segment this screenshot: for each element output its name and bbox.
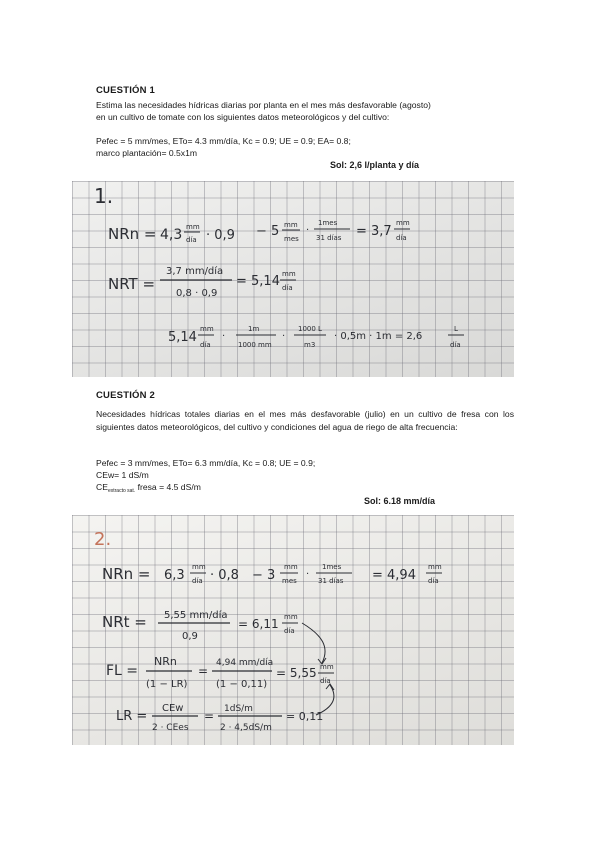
q1-hw-conv-v-top: mm — [200, 325, 214, 333]
q2-hw-lr-eq: = — [204, 709, 215, 723]
q2-hw-fl-den: (1 − LR) — [146, 679, 188, 690]
q1-hw-nrn-r-bot: día — [396, 234, 407, 242]
q1-hw-conv-f1-bot: 1000 mm — [238, 341, 272, 349]
q2-hw-nrn-r-top: mm — [428, 563, 442, 571]
q2-hw-lr-result: = 0,11 — [286, 710, 324, 723]
q2-data-line-3 — [96, 482, 201, 495]
q1-hw-conv-tail: · 0,5m · 1m = 2,6 — [334, 331, 423, 342]
q2-hw-lr-den2: 2 · 4,5dS/m — [220, 723, 272, 733]
q1-hw-nrt-num: 3,7 mm/día — [166, 266, 224, 277]
q1-hw-conv-dot1: · — [222, 331, 226, 342]
q2-data-line-2: CEw= 1 dS/m — [96, 470, 149, 480]
q1-hw-nrn-t1-top: mm — [186, 223, 200, 231]
q2-title: CUESTIÓN 2 — [96, 390, 156, 401]
q2-hw-fl-den2: (1 − 0,11) — [216, 679, 268, 690]
q1-hw-nrn-result: = 3,7 — [356, 224, 392, 239]
q1-hw-nrt-den: 0,8 · 0,9 — [176, 288, 218, 299]
q2-handwriting — [72, 515, 514, 745]
q2-hw-nrt-r-top: mm — [284, 613, 298, 621]
q2-hw-nrt-den: 0,9 — [182, 631, 198, 642]
q2-solution: Sol: 6.18 mm/día — [364, 496, 436, 506]
q1-hw-nrn-mult: · 0,9 — [206, 228, 235, 243]
q2-hw-fl-r-bot: día — [320, 677, 331, 685]
q1-data-line-2: marco plantación= 0.5x1m — [96, 148, 198, 158]
q2-hw-nrn-mult: · 0,8 — [210, 568, 239, 583]
q2-hw-lr-num: CEw — [162, 703, 184, 714]
q1-hw-nrt-result: = 5,14 — [236, 274, 280, 289]
q1-hw-nrn-t1-bot: día — [186, 236, 197, 244]
q1-handwriting — [72, 181, 514, 377]
q2-hw-nrn-lhs: NRn = — [102, 565, 151, 583]
q1-hw-conv-f2-top: 1000 L — [298, 325, 322, 333]
q2-hw-arrow-1 — [302, 623, 325, 663]
q2-hw-fl-num2: 4,94 mm/día — [216, 658, 274, 668]
q2-hw-lr-num2: 1dS/m — [224, 704, 253, 714]
q2-hw-nrn-f3-bot: 31 días — [318, 577, 344, 585]
q1-hw-nrn-r-top: mm — [396, 219, 410, 227]
q1-hw-conv-v-bot: día — [200, 341, 211, 349]
q1-hw-conv-dot2: · — [282, 331, 286, 342]
q2-hw-nrn-t1-bot: día — [192, 577, 203, 585]
q2-hw-nrn-r-bot: día — [428, 577, 439, 585]
q2-data-line-1: Pefec = 3 mm/mes, ETo= 6.3 mm/día, Kc = 0.8; UE = 0.9; — [96, 458, 316, 468]
q1-hw-nrt-r-top: mm — [282, 270, 296, 278]
q2-ce-rest: fresa = 4.5 dS/m — [135, 482, 201, 492]
q1-hw-number: 1. — [94, 184, 114, 208]
q2-ce-prefix: CE — [96, 482, 108, 492]
q2-hw-nrn-f2-bot: mes — [282, 577, 297, 585]
q1-hw-nrn-f2-bot: mes — [284, 235, 299, 243]
q2-hw-nrt-result: = 6,11 — [238, 617, 279, 631]
q1-statement-line-1: Estima las necesidades hídricas diarias por planta en el mes más desfavorable (agosto) — [96, 100, 431, 110]
q1-hw-conv-f2-bot: m3 — [304, 341, 316, 349]
q1-handwritten-photo — [72, 181, 514, 377]
q2-hw-nrn-dot: · — [306, 569, 310, 580]
q2-hw-nrn-result: = 4,94 — [372, 568, 416, 583]
q1-hw-nrn-minus: − 5 — [256, 224, 280, 239]
q1-hw-conv-f1-top: 1m — [248, 325, 260, 333]
q1-statement-line-2: en un cultivo de tomate con los siguientes datos meteorológicos y del cultivo: — [96, 111, 390, 122]
q1-hw-nrn-dot: · — [306, 225, 310, 236]
q2-hw-fl-eq: = — [198, 664, 209, 678]
q2-hw-nrn-f3-top: 1mes — [322, 563, 342, 571]
q1-hw-nrn-f3-bot: 31 días — [316, 234, 342, 242]
q2-hw-nrt-r-bot: día — [284, 627, 295, 635]
q2-handwritten-photo — [72, 515, 514, 745]
q1-hw-nrn-t1: 4,3 — [160, 227, 183, 243]
q2-hw-nrn-t1: 6,3 — [164, 568, 185, 583]
q2-hw-lr-den: 2 · CEes — [152, 723, 189, 733]
q2-hw-lr-lhs: LR = — [116, 709, 148, 724]
q1-hw-nrn-f2-top: mm — [284, 221, 298, 229]
q1-hw-nrt-lhs: NRT = — [108, 275, 156, 293]
q2-hw-fl-lhs: FL = — [106, 663, 139, 679]
q2-hw-fl-r-top: mm — [320, 663, 334, 671]
q2-hw-nrn-t1-top: mm — [192, 563, 206, 571]
q2-hw-nrn-minus: − 3 — [252, 568, 276, 583]
q1-hw-nrn-f3-top: 1mes — [318, 219, 338, 227]
q1-data-line-1: Pefec = 5 mm/mes, ETo= 4.3 mm/día, Kc = 0.9; UE = 0.9; EA= 0.8; — [96, 136, 351, 146]
q2-hw-nrn-f2-top: mm — [284, 563, 298, 571]
q1-hw-conv-v: 5,14 — [168, 330, 197, 345]
q2-hw-nrt-num: 5,55 mm/día — [164, 610, 228, 621]
q2-statement: Necesidades hídricas totales diarias en el mes más desfavorable (julio) en un cultivo de fresa con los siguientes datos meteorológicos, del cultivo y condiciones del agua de riego de alta frecuencia: — [96, 409, 514, 432]
q1-solution: Sol: 2,6 l/planta y día — [330, 160, 420, 170]
q1-hw-nrn-lhs: NRn = — [108, 225, 157, 243]
q1-hw-conv-r-top: L — [454, 325, 458, 333]
q1-hw-nrt-r-bot: día — [282, 284, 293, 292]
q2-hw-number: 2. — [94, 529, 112, 550]
q1-statement — [96, 100, 516, 123]
q2-hw-fl-num: NRn — [154, 655, 177, 668]
q1-title: CUESTIÓN 1 — [96, 85, 156, 96]
q2-hw-fl-result: = 5,55 — [276, 666, 317, 680]
q2-ce-subscript: extracto sat. — [107, 488, 136, 494]
q1-hw-conv-r-bot: día — [450, 341, 461, 349]
q2-hw-nrt-lhs: NRt = — [102, 613, 147, 631]
